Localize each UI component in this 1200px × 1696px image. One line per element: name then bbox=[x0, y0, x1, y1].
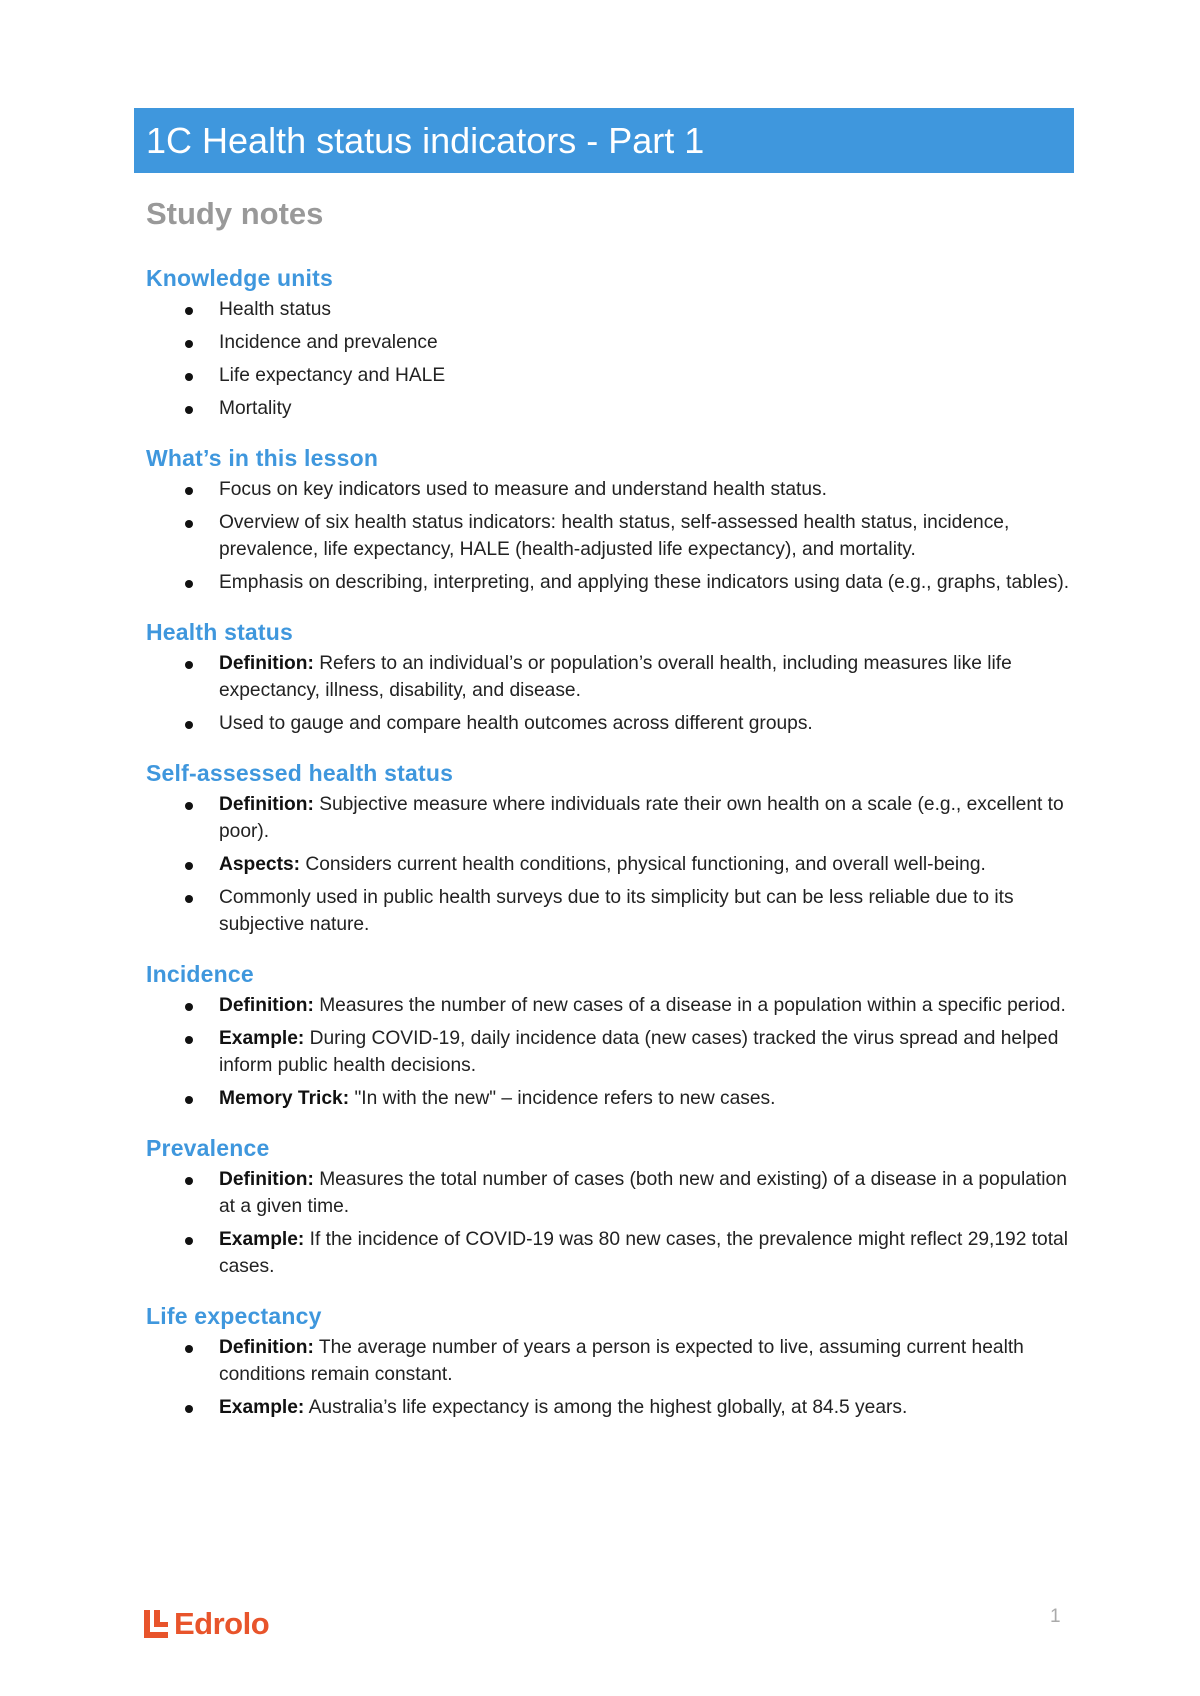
list-item bbox=[146, 296, 1076, 323]
list-item bbox=[146, 884, 1076, 938]
item-text: Commonly used in public health surveys due to its simplicity but can be less reliable due to its subjective nature. bbox=[219, 887, 1014, 935]
item-lead: Definition: bbox=[219, 653, 314, 674]
list-item bbox=[146, 1226, 1076, 1280]
item-text: Emphasis on describing, interpreting, and applying these indicators using data (e.g., graphs, tables). bbox=[219, 572, 1070, 593]
bullet-icon bbox=[185, 1345, 193, 1353]
item-text: Measures the total number of cases (both new and existing) of a disease in a population at a given time. bbox=[219, 1169, 1067, 1217]
list-item bbox=[146, 650, 1076, 704]
bullet-icon bbox=[185, 1003, 193, 1011]
list-item bbox=[146, 992, 1076, 1019]
section-heading: Health status bbox=[146, 619, 294, 645]
bullet-icon bbox=[185, 520, 193, 528]
list-item bbox=[146, 1394, 1076, 1421]
edrolo-logo-icon bbox=[144, 1610, 168, 1638]
section-heading: Prevalence bbox=[146, 1135, 270, 1161]
bullet-icon bbox=[185, 307, 193, 315]
section-heading: Self-assessed health status bbox=[146, 760, 454, 786]
section-whats-in-lesson bbox=[146, 442, 1076, 596]
section-prevalence bbox=[146, 1132, 1076, 1280]
bullet-icon bbox=[185, 1036, 193, 1044]
page-title: 1C Health status indicators - Part 1 bbox=[146, 119, 705, 161]
list-item bbox=[146, 362, 1076, 389]
item-text: Subjective measure where individuals rate their own health on a scale (e.g., excellent to poor). bbox=[219, 794, 1064, 842]
item-lead: Definition: bbox=[219, 794, 314, 815]
item-text: Refers to an individual’s or population’s overall health, including measures like life expectancy, illness, disability, and disease. bbox=[219, 653, 1012, 701]
item-text: During COVID-19, daily incidence data (new cases) tracked the virus spread and helped inform public health decisions. bbox=[219, 1028, 1059, 1076]
item-lead: Definition: bbox=[219, 1169, 314, 1190]
bullet-icon bbox=[185, 895, 193, 903]
item-lead: Aspects: bbox=[219, 854, 301, 875]
bullet-icon bbox=[185, 661, 193, 669]
list-item bbox=[146, 1025, 1076, 1079]
bullet-icon bbox=[185, 802, 193, 810]
bullet-icon bbox=[185, 862, 193, 870]
item-text: Focus on key indicators used to measure and understand health status. bbox=[219, 479, 827, 500]
list-item bbox=[146, 509, 1076, 563]
page-number: 1 bbox=[1050, 1606, 1061, 1627]
item-text: Incidence and prevalence bbox=[219, 332, 438, 353]
section-health-status bbox=[146, 616, 1076, 737]
bullet-icon bbox=[185, 721, 193, 729]
list-item bbox=[146, 476, 1076, 503]
bullet-list bbox=[146, 1334, 1076, 1421]
item-text: "In with the new" – incidence refers to new cases. bbox=[349, 1088, 776, 1109]
bullet-icon bbox=[185, 406, 193, 414]
section-heading: Life expectancy bbox=[146, 1303, 322, 1329]
list-item bbox=[146, 1166, 1076, 1220]
edrolo-logo bbox=[144, 1606, 269, 1642]
bullet-icon bbox=[185, 580, 193, 588]
bullet-icon bbox=[185, 373, 193, 381]
bullet-list bbox=[146, 476, 1076, 596]
title-bar bbox=[134, 108, 1074, 173]
item-text: Life expectancy and HALE bbox=[219, 365, 446, 386]
item-text: Mortality bbox=[219, 398, 292, 419]
item-text: If the incidence of COVID-19 was 80 new cases, the prevalence might reflect 29,192 total cases. bbox=[219, 1229, 1068, 1277]
bullet-icon bbox=[185, 1177, 193, 1185]
item-text: Considers current health conditions, physical functioning, and overall well-being. bbox=[300, 854, 986, 875]
list-item bbox=[146, 791, 1076, 845]
item-lead: Definition: bbox=[219, 995, 314, 1016]
bullet-icon bbox=[185, 1405, 193, 1413]
list-item bbox=[146, 1334, 1076, 1388]
item-text: The average number of years a person is expected to live, assuming current health conditions remain constant. bbox=[219, 1337, 1024, 1385]
bullet-icon bbox=[185, 340, 193, 348]
section-heading: Incidence bbox=[146, 961, 254, 987]
section-heading: Knowledge units bbox=[146, 265, 333, 291]
item-text: Used to gauge and compare health outcomes across different groups. bbox=[219, 713, 813, 734]
section-incidence bbox=[146, 958, 1076, 1112]
item-lead: Definition: bbox=[219, 1337, 314, 1358]
notes-content bbox=[146, 262, 1076, 1441]
item-text: Health status bbox=[219, 299, 331, 320]
bullet-list bbox=[146, 296, 1076, 422]
bullet-list bbox=[146, 1166, 1076, 1280]
item-lead: Example: bbox=[219, 1229, 305, 1250]
item-lead: Example: bbox=[219, 1028, 305, 1049]
list-item bbox=[146, 710, 1076, 737]
item-text: Measures the number of new cases of a disease in a population within a specific period. bbox=[313, 995, 1066, 1016]
list-item bbox=[146, 395, 1076, 422]
item-text: Overview of six health status indicators: health status, self-assessed health status, incidence, prevalence, life expectancy, HALE (health-adjusted life expectancy), and mortality. bbox=[219, 512, 1010, 560]
bullet-list bbox=[146, 791, 1076, 938]
bullet-list bbox=[146, 992, 1076, 1112]
section-knowledge-units bbox=[146, 262, 1076, 422]
bullet-list bbox=[146, 650, 1076, 737]
list-item bbox=[146, 1085, 1076, 1112]
bullet-icon bbox=[185, 1237, 193, 1245]
section-heading: What’s in this lesson bbox=[146, 445, 379, 471]
section-life-expectancy bbox=[146, 1300, 1076, 1421]
logo-text: Edrolo bbox=[174, 1606, 270, 1641]
page-subtitle: Study notes bbox=[146, 196, 324, 231]
list-item bbox=[146, 569, 1076, 596]
bullet-icon bbox=[185, 1096, 193, 1104]
item-lead: Example: bbox=[219, 1397, 305, 1418]
list-item bbox=[146, 851, 1076, 878]
bullet-icon bbox=[185, 487, 193, 495]
section-self-assessed bbox=[146, 757, 1076, 938]
item-lead: Memory Trick: bbox=[219, 1088, 350, 1109]
list-item bbox=[146, 329, 1076, 356]
item-text: Australia’s life expectancy is among the highest globally, at 84.5 years. bbox=[304, 1397, 908, 1418]
